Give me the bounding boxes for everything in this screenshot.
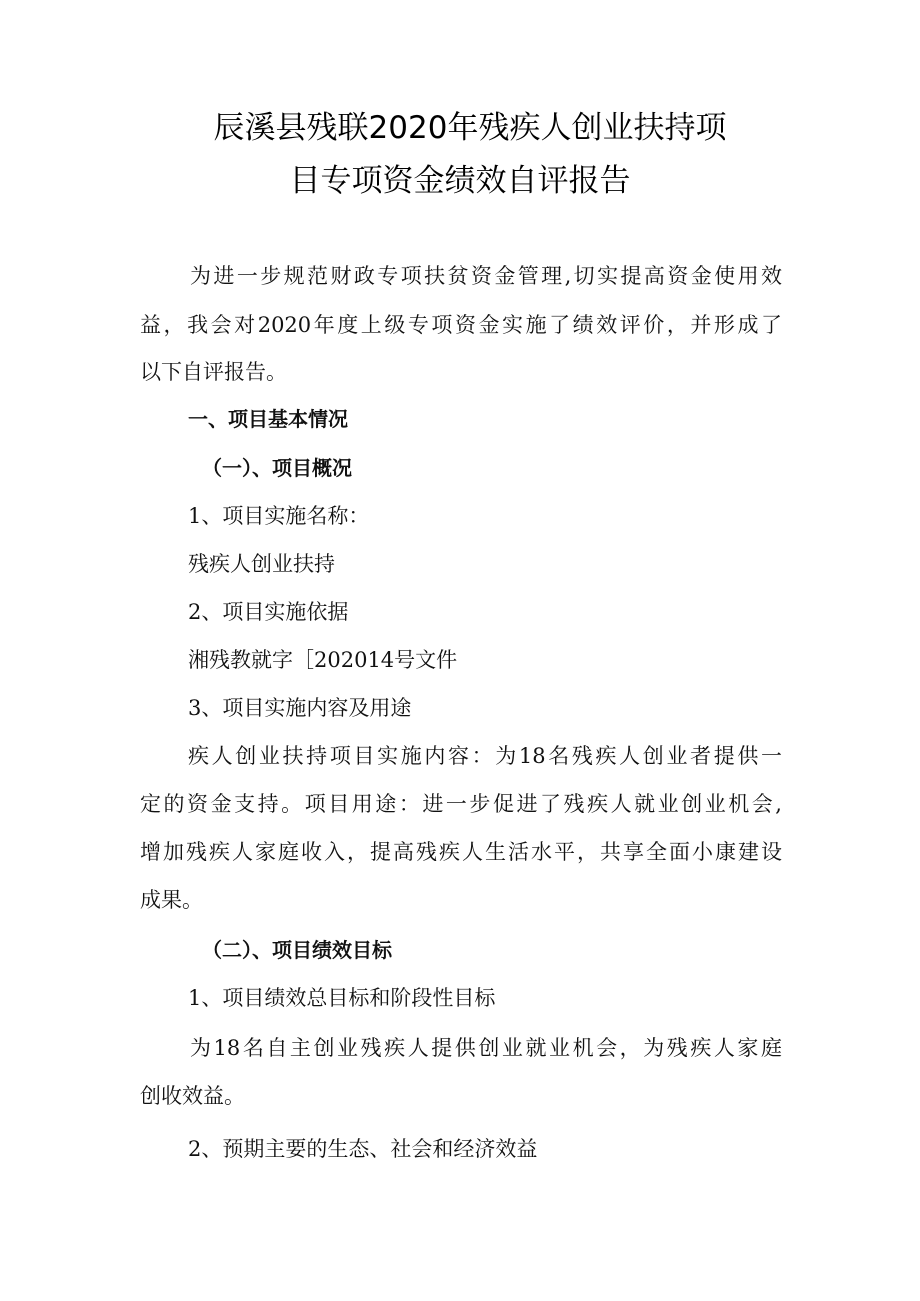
item-2-value: 湘残教就字［202014号文件 [188,648,458,672]
subsection-1-heading: （一）、项目概况 [202,456,352,480]
goal-item-1-label: 1、项目绩效总目标和阶段性目标 [188,986,496,1010]
intro-line-3: 以下自评报告。 [140,360,287,384]
item-3-paragraph-line-2: 定的资金支持。项目用途：进一步促进了残疾人就业创业机会, [140,792,782,816]
section-1-heading: 一、项目基本情况 [188,407,348,431]
item-1-label: 1、项目实施名称： [188,504,370,528]
item-1-value: 残疾人创业扶持 [188,552,335,576]
item-3-paragraph-line-1: 疾人创业扶持项目实施内容：为18名残疾人创业者提供一 [188,744,782,768]
item-3-paragraph-line-4: 成果。 [140,888,203,912]
goal-item-1-paragraph-line-2: 创收效益。 [140,1084,245,1108]
goal-item-1-paragraph-line-1: 为18名自主创业残疾人提供创业就业机会，为残疾人家庭 [190,1036,782,1060]
subsection-2-heading: （二）、项目绩效目标 [202,938,392,962]
intro-line-2: 益，我会对2020年度上级专项资金实施了绩效评价，并形成了 [140,313,782,337]
item-3-paragraph-line-3: 增加残疾人家庭收入，提高残疾人生活水平，共享全面小康建设 [140,840,782,864]
goal-item-2-label: 2、预期主要的生态、社会和经济效益 [188,1137,538,1161]
item-2-label: 2、项目实施依据 [188,600,349,624]
intro-line-1: 为进一步规范财政专项扶贫资金管理,切实提高资金使用效 [190,264,782,288]
document-title-line-1: 辰溪县残联2020年残疾人创业扶持项 [213,110,727,146]
document-title-line-2: 目专项资金绩效自评报告 [289,163,631,199]
item-3-label: 3、项目实施内容及用途 [188,696,412,720]
